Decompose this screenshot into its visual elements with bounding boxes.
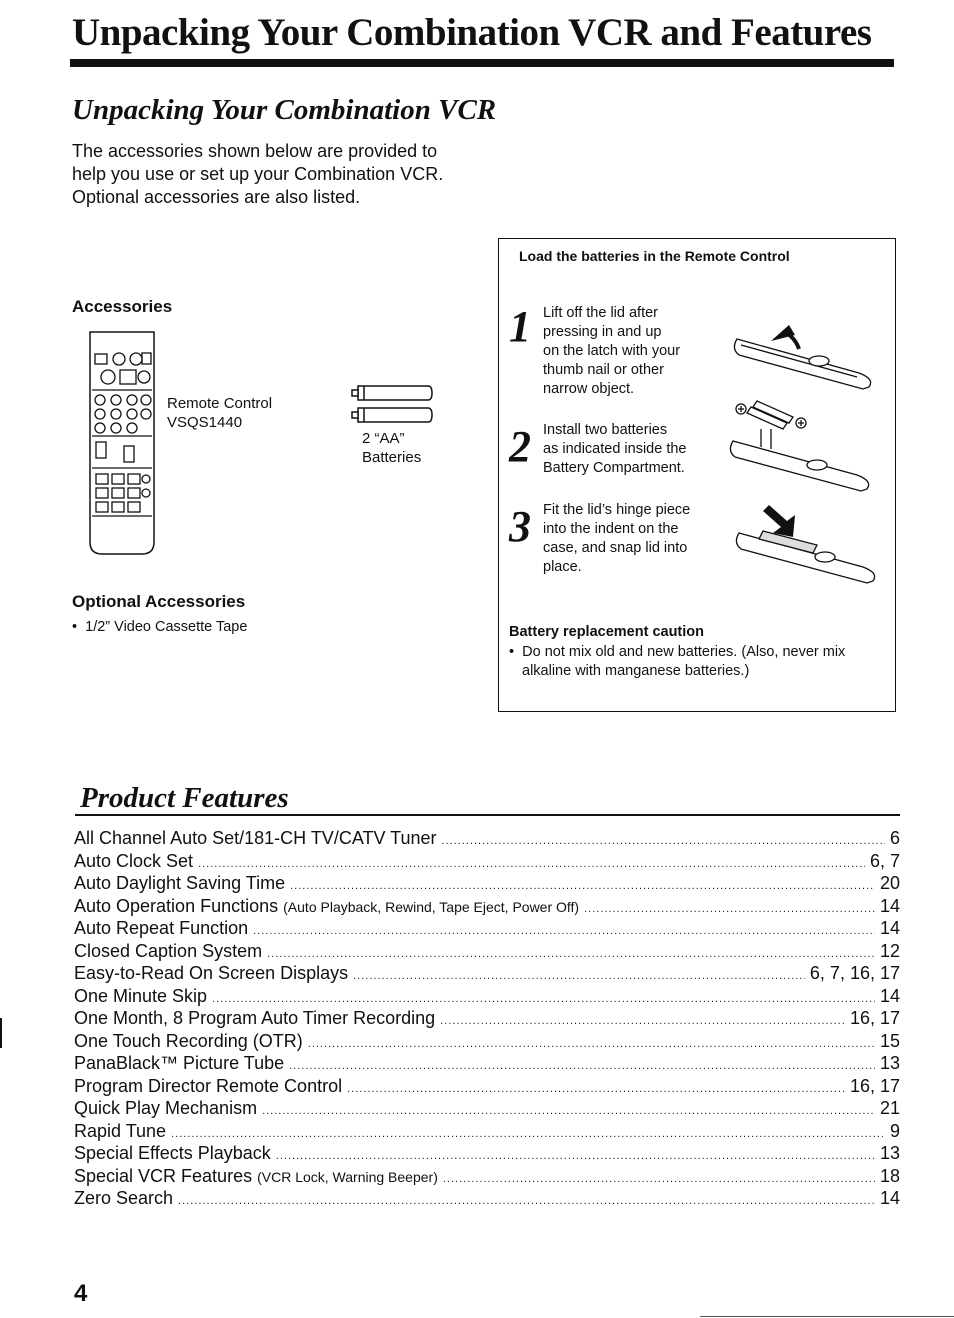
unpacking-heading: Unpacking Your Combination VCR — [72, 94, 497, 126]
feature-name: Special VCR Features — [74, 1165, 253, 1186]
leader-dots — [442, 835, 885, 847]
list-item — [74, 1121, 900, 1144]
feature-name: One Minute Skip — [74, 985, 208, 1006]
leader-dots — [584, 903, 875, 915]
feature-name: PanaBlack™ Picture Tube — [74, 1053, 285, 1073]
feature-name: Auto Clock Set — [74, 850, 194, 871]
optional-heading: Optional Accessories — [72, 592, 246, 611]
leader-dots — [212, 993, 875, 1005]
unpacking-intro — [72, 140, 492, 209]
title-rule — [70, 59, 894, 67]
feature-page: 20 — [879, 873, 900, 893]
list-item — [74, 1143, 900, 1166]
feature-name: Quick Play Mechanism — [74, 1098, 258, 1118]
accessories-heading: Accessories — [72, 297, 173, 316]
battery-box-title: Load the batteries in the Remote Control — [519, 248, 790, 264]
feature-name: Closed Caption System — [74, 940, 263, 961]
remote-lid-open-illustration — [731, 319, 881, 391]
list-item — [74, 873, 900, 896]
optional-item — [72, 618, 247, 637]
step-line: case, and snap lid into — [543, 540, 688, 556]
feature-name: Easy-to-Read On Screen Displays — [74, 963, 349, 983]
step-line: on the latch with your — [543, 343, 681, 359]
feature-name: One Month, 8 Program Auto Timer Recording — [74, 1008, 436, 1028]
caution-line: alkaline with manganese batteries.) — [522, 663, 750, 679]
bullet: • — [72, 619, 86, 635]
step-line: Battery Compartment. — [543, 460, 685, 476]
battery-instructions-box — [498, 238, 896, 712]
leader-dots — [198, 858, 865, 870]
step-line: Install two batteries — [543, 422, 668, 438]
step-3-text — [543, 501, 690, 577]
feature-name: Auto Daylight Saving Time — [74, 873, 286, 893]
remote-control-illustration — [86, 330, 158, 558]
feature-name: Zero Search — [74, 1188, 174, 1208]
caution-title: Battery replacement caution — [509, 624, 705, 640]
remote-lid-close-illustration — [733, 503, 885, 591]
features-rule — [75, 814, 900, 816]
bottom-rule — [700, 1316, 954, 1317]
feature-page: 6, 7, 16, 17 — [809, 963, 900, 983]
step-line: Lift off the lid after — [543, 305, 658, 321]
features-heading: Product Features — [80, 782, 289, 814]
leader-dots — [276, 1150, 875, 1162]
feature-page: 21 — [879, 1098, 900, 1118]
feature-page: 16, 17 — [849, 1008, 900, 1028]
leader-dots — [440, 1015, 845, 1027]
feature-page: 6 — [889, 828, 900, 848]
page-number: 4 — [74, 1280, 88, 1307]
remote-model: VSQS1440 — [167, 414, 243, 431]
leader-dots — [267, 948, 875, 960]
leader-dots — [443, 1173, 875, 1185]
leader-dots — [171, 1128, 885, 1140]
leader-dots — [289, 1060, 875, 1072]
feature-page: 6, 7 — [869, 850, 900, 871]
feature-detail: (Auto Playback, Rewind, Tape Eject, Power Off) — [283, 898, 580, 915]
feature-name: Program Director Remote Control — [74, 1075, 343, 1096]
list-item — [74, 1008, 900, 1031]
step-number: 3 — [509, 502, 531, 551]
batteries-count: 2 “AA” — [362, 430, 405, 447]
step-line: pressing in and up — [543, 324, 662, 340]
margin-mark — [0, 1018, 2, 1048]
feature-name: Special Effects Playback — [74, 1143, 271, 1163]
feature-page: 13 — [879, 1053, 900, 1073]
leader-dots — [253, 925, 875, 937]
feature-page: 14 — [879, 895, 900, 916]
feature-page: 15 — [879, 1030, 900, 1051]
step-number: 2 — [509, 422, 531, 471]
intro-line: The accessories shown below are provided to — [72, 141, 438, 161]
feature-page: 14 — [879, 1188, 900, 1208]
feature-page: 16, 17 — [849, 1075, 900, 1096]
leader-dots — [347, 1083, 845, 1095]
list-item — [74, 941, 900, 964]
step-line: into the indent on the — [543, 521, 679, 537]
feature-name: All Channel Auto Set/181-CH TV/CATV Tuner — [74, 828, 437, 848]
feature-name: Auto Operation Functions — [74, 895, 279, 916]
bullet: • — [509, 644, 523, 660]
leader-dots — [178, 1195, 875, 1207]
list-item — [74, 986, 900, 1009]
batteries-illustration — [350, 384, 434, 426]
remote-label — [167, 394, 272, 432]
feature-page: 18 — [879, 1165, 900, 1186]
page-title: Unpacking Your Combination VCR and Features — [72, 11, 872, 54]
list-item — [74, 918, 900, 941]
features-list — [74, 828, 900, 1211]
intro-line: help you use or set up your Combination VCR. — [72, 164, 444, 184]
leader-dots — [290, 880, 875, 892]
caution-line: Do not mix old and new batteries. (Also, never mix — [522, 644, 846, 660]
step-number: 1 — [509, 302, 531, 351]
list-item — [74, 828, 900, 851]
step-line: Fit the lid’s hinge piece — [543, 502, 691, 518]
list-item — [74, 1098, 900, 1121]
list-item — [74, 1076, 900, 1099]
feature-name: One Touch Recording (OTR) — [74, 1030, 303, 1051]
leader-dots — [262, 1105, 875, 1117]
feature-name: Auto Repeat Function — [74, 918, 249, 938]
feature-page: 14 — [879, 985, 900, 1006]
batteries-label — [362, 429, 421, 467]
list-item — [74, 963, 900, 986]
step-line: narrow object. — [543, 381, 635, 397]
list-item — [74, 851, 900, 874]
feature-detail: (VCR Lock, Warning Beeper) — [257, 1168, 438, 1185]
list-item — [74, 1166, 900, 1189]
step-2-text — [543, 421, 687, 478]
feature-page: 12 — [879, 940, 900, 961]
list-item — [74, 1031, 900, 1054]
step-line: as indicated inside the — [543, 441, 687, 457]
intro-line: Optional accessories are also listed. — [72, 187, 361, 207]
remote-battery-insert-illustration — [727, 395, 879, 495]
leader-dots — [353, 970, 805, 982]
list-item — [74, 1188, 900, 1211]
leader-dots — [308, 1038, 875, 1050]
step-1-text — [543, 304, 680, 399]
step-line: place. — [543, 559, 582, 575]
feature-name: Rapid Tune — [74, 1120, 167, 1141]
feature-page: 14 — [879, 918, 900, 938]
feature-page: 13 — [879, 1143, 900, 1163]
caution-text — [509, 643, 893, 681]
batteries-name: Batteries — [362, 449, 422, 466]
list-item — [74, 1053, 900, 1076]
optional-item-text: 1/2” Video Cassette Tape — [85, 619, 248, 635]
step-line: thumb nail or other — [543, 362, 664, 378]
remote-name: Remote Control — [167, 395, 273, 412]
feature-page: 9 — [889, 1120, 900, 1141]
list-item — [74, 896, 900, 919]
